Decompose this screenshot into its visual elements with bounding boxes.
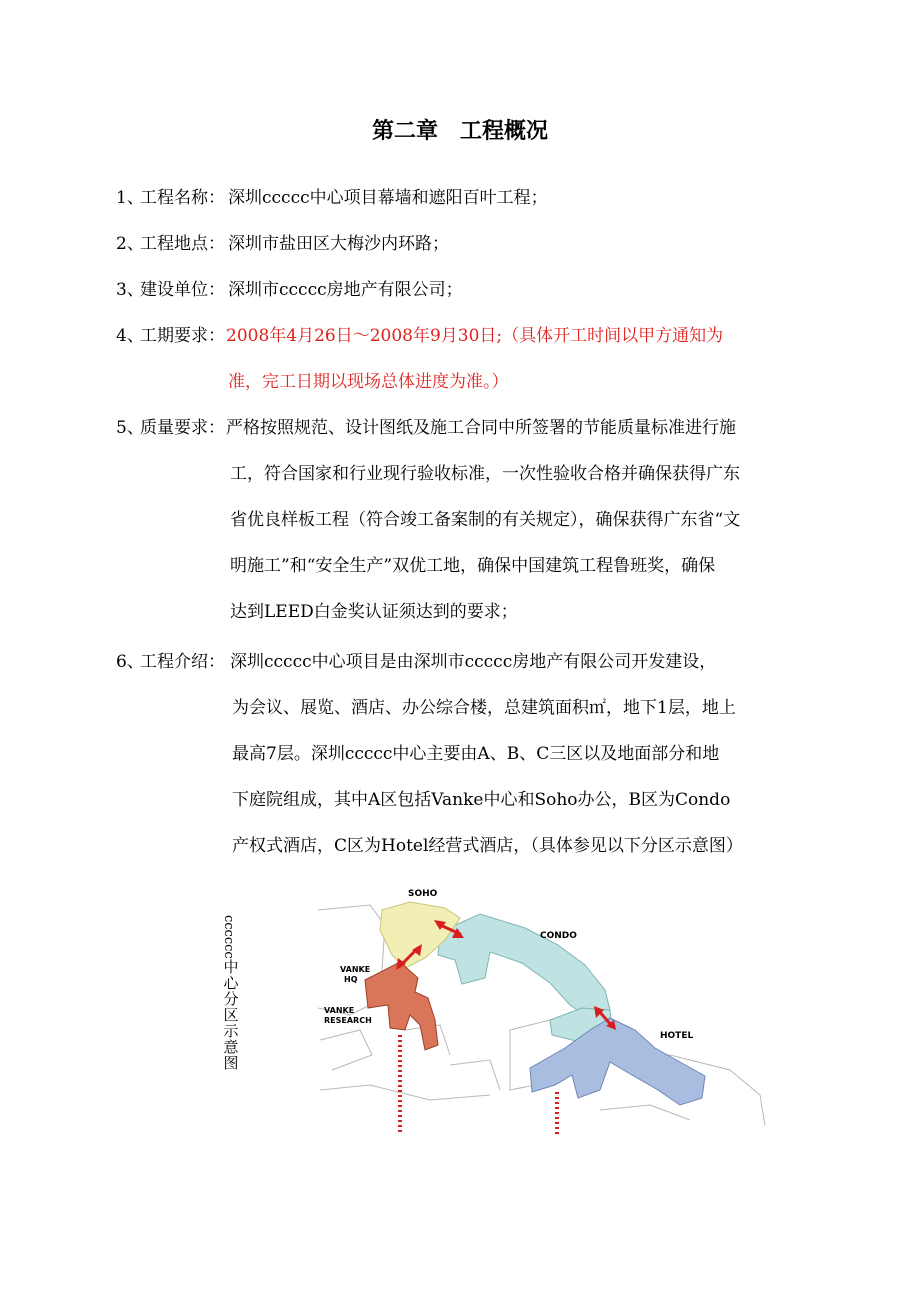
item-6-num: 6、 xyxy=(116,652,144,672)
item-5-line-1: 严格按照规范、设计图纸及施工合同中所签署的节能质量标准进行施 xyxy=(226,418,736,438)
label-vanke-research-2: RESEARCH xyxy=(324,1016,372,1025)
item-5-label: 质量要求： xyxy=(140,418,225,438)
item-4-line-1: 2008年4月26日～2008年9月30日;（具体开工时间以甲方通知为 xyxy=(226,326,724,346)
item-2-num: 2、 xyxy=(116,234,144,254)
item-6-line-5: 产权式酒店，C区为Hotel经营式酒店，（具体参见以下分区示意图） xyxy=(232,836,743,856)
label-vanke-hq-1: VANKE xyxy=(340,965,371,974)
item-4-label: 工期要求： xyxy=(140,326,225,346)
label-soho: SOHO xyxy=(408,889,438,899)
item-5-line-2: 工，符合国家和行业现行验收标准，一次性验收合格并确保获得广东 xyxy=(230,464,740,484)
item-6-line-4: 下庭院组成，其中A区包括Vanke中心和Soho办公，B区为Condo xyxy=(232,790,731,810)
site-zoning-diagram xyxy=(310,880,770,1138)
item-6-line-1: 深圳ccccc中心项目是由深圳市ccccc房地产有限公司开发建设， xyxy=(230,652,717,672)
chapter-title: 第二章 工程概况 xyxy=(371,119,548,144)
item-2-label: 工程地点： xyxy=(140,234,225,254)
item-2-text: 深圳市盐田区大梅沙内环路； xyxy=(228,234,449,254)
figure-caption-latin: cccccc xyxy=(221,915,236,959)
label-condo: CONDO xyxy=(540,931,577,941)
figure-caption-cjk: 中心分区示意图 xyxy=(223,957,239,1072)
item-6-label: 工程介绍： xyxy=(140,652,225,672)
item-5-line-3: 省优良样板工程（符合竣工备案制的有关规定），确保获得广东省“文 xyxy=(230,510,741,530)
item-1-text: 深圳ccccc中心项目幕墙和遮阳百叶工程； xyxy=(228,188,548,208)
item-6-line-2: 为会议、展览、酒店、办公综合楼，总建筑面积㎡，地下1层，地上 xyxy=(232,698,736,718)
item-3-num: 3、 xyxy=(116,280,144,300)
item-3-label: 建设单位： xyxy=(140,280,225,300)
item-5-line-4: 明施工”和“安全生产”双优工地，确保中国建筑工程鲁班奖，确保 xyxy=(230,556,716,576)
item-4-line-2: 准，完工日期以现场总体进度为准。） xyxy=(228,372,509,392)
label-vanke-hq-2: HQ xyxy=(344,975,358,984)
label-hotel: HOTEL xyxy=(660,1031,694,1041)
item-3-text: 深圳市ccccc房地产有限公司； xyxy=(228,280,463,300)
figure-caption xyxy=(220,915,242,1071)
item-6-line-3: 最高7层。深圳ccccc中心主要由A、B、C三区以及地面部分和地 xyxy=(232,744,720,764)
item-1-label: 工程名称： xyxy=(140,188,225,208)
item-4-num: 4、 xyxy=(116,326,144,346)
item-5-line-5: 达到LEED白金奖认证须达到的要求； xyxy=(230,602,518,622)
item-5-num: 5、 xyxy=(116,418,144,438)
condo-building xyxy=(438,914,612,1042)
label-vanke-research-1: VANKE xyxy=(324,1006,355,1015)
item-1-num: 1、 xyxy=(116,188,144,208)
